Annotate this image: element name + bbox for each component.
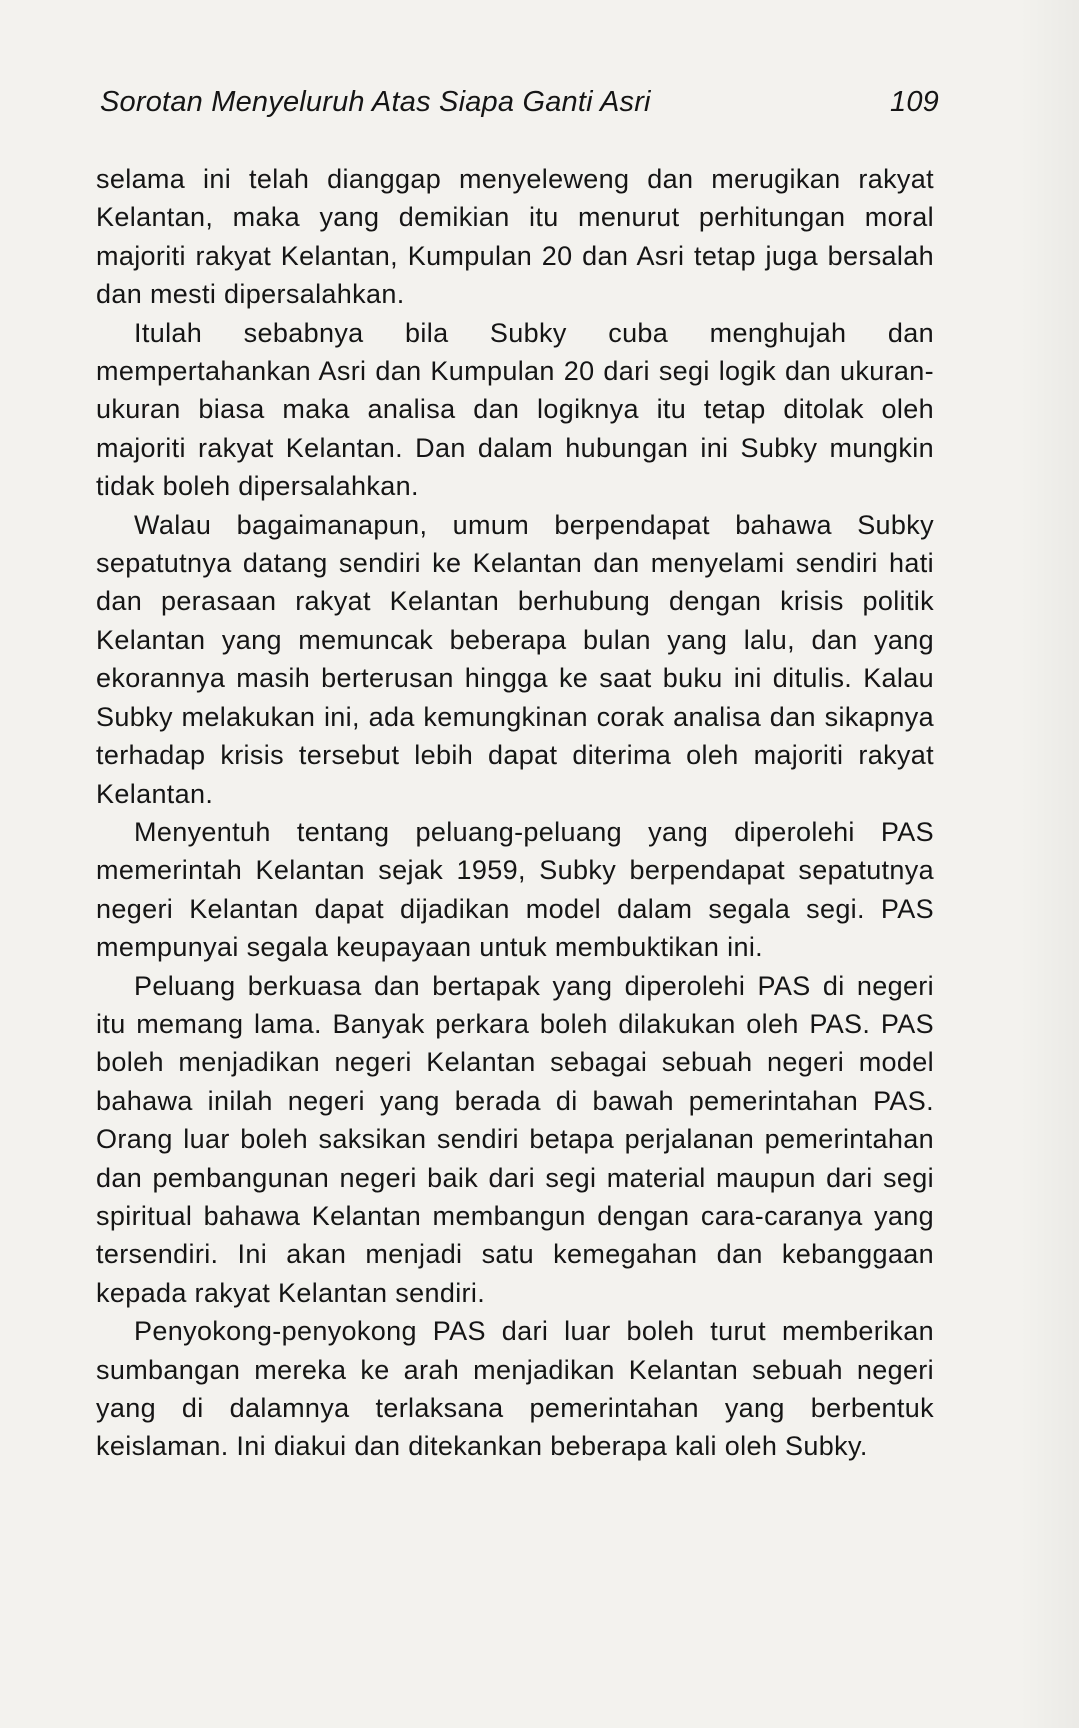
paragraph-4: Menyentuh tentang peluang-peluang yang diperolehi PAS memerintah Kelantan sejak 1959, Subky berpendapat sepatutnya negeri Kelantan dapat dijadikan model dalam segala segi. PAS mempunyai segala keupayaan untuk membuktikan ini.: [96, 816, 934, 963]
paragraph-3: Walau bagaimanapun, umum berpendapat bahawa Subky sepatutnya datang sendiri ke Kelantan dan menyelami sendiri hati dan perasaan rakyat Kelantan berhubung dengan krisis politik Kelantan yang memuncak beberapa bulan yang lalu, dan yang ekorannya masih berterusan hingga ke saat buku ini ditulis. Kalau Subky melakukan ini, ada kemungkinan corak analisa dan sikapnya terhadap krisis tersebut lebih dapat diterima oleh majoriti rakyat Kelantan.: [96, 509, 934, 809]
running-head: [100, 86, 939, 119]
paragraph-2: Itulah sebabnya bila Subky cuba menghujah dan mempertahankan Asri dan Kumpulan 20 dari segi logik dan ukuran-ukuran biasa maka analisa dan logiknya itu tetap ditolak oleh majoriti rakyat Kelantan. Dan dalam hubungan ini Subky mungkin tidak boleh dipersalahkan.: [96, 317, 934, 502]
page-number: 109: [890, 86, 939, 118]
body-text: [96, 160, 934, 1466]
page-edge-shadow: [1019, 0, 1079, 1728]
paragraph-1: selama ini telah dianggap menyeleweng dan merugikan rakyat Kelantan, maka yang demikian itu menurut perhitungan moral majoriti rakyat Kelantan, Kumpulan 20 dan Asri tetap juga bersalah dan mesti dipersalahkan.: [96, 164, 934, 310]
paragraph-6: Penyokong-penyokong PAS dari luar boleh turut memberikan sumbangan mereka ke arah menjadikan Kelantan sebuah negeri yang di dalamnya terlaksana pemerintahan yang berbentuk keislaman. Ini diakui dan ditekankan beberapa kali oleh Subky.: [96, 1316, 934, 1462]
running-head-title: Sorotan Menyeluruh Atas Siapa Ganti Asri: [100, 86, 651, 118]
paragraph-5: Peluang berkuasa dan bertapak yang diperolehi PAS di negeri itu memang lama. Banyak perkara boleh dilakukan oleh PAS. PAS boleh menjadikan negeri Kelantan sebagai sebuah negeri model bahawa inilah negeri yang berada di bawah pemerintahan PAS. Orang luar boleh saksikan sendiri betapa perjalanan pemerintahan dan pembangunan negeri baik dari segi material maupun dari segi spiritual bahawa Kelantan membangun dengan cara-caranya yang tersendiri. Ini akan menjadi satu kemegahan dan kebanggaan kepada rakyat Kelantan sendiri.: [96, 970, 934, 1308]
